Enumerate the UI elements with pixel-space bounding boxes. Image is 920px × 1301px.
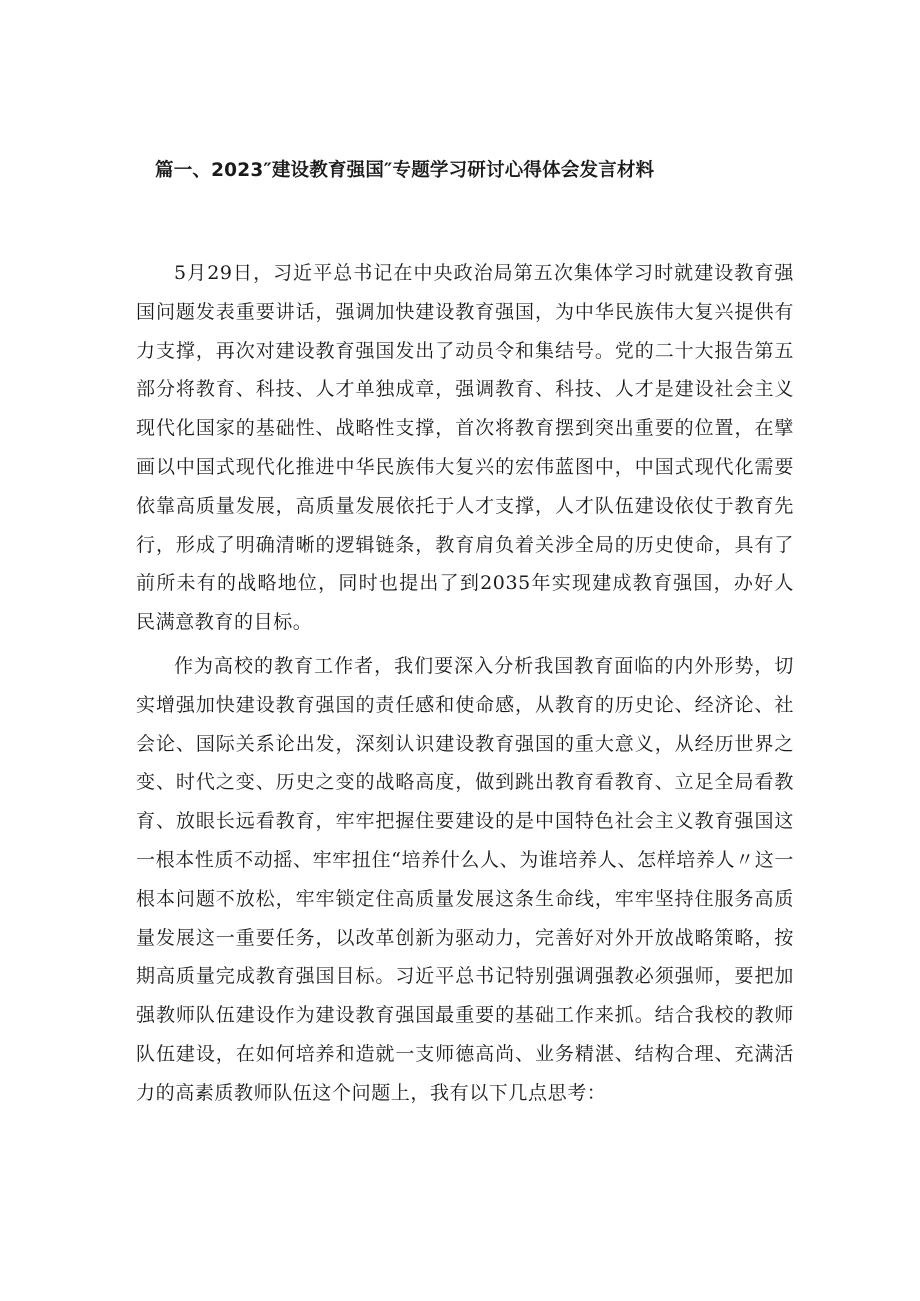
paragraph-1: 5月29日，习近平总书记在中央政治局第五次集体学习时就建设教育强国问题发表重要讲话，强调加快建设教育强国，为中华民族伟大复兴提供有力支撑，再次对建设教育强国发出了动员令和集结号。党的二十大报告第五部分将教育、科技、人才单独成章，强调教育、科技、人才是建设社会主义现代化国家的基础性、战略性支撑，首次将教育摆到突出重要的位置，在擘画以中国式现代化推进中华民族伟大复兴的宏伟蓝图中，中国式现代化需要依靠高质量发展，高质量发展依托于人才支撑，人才队伍建设依仗于教育先行，形成了明确清晰的逻辑链条，教育肩负着关涉全局的历史使命，具有了前所未有的战略地位，同时也提出了到2035年实现建成教育强国，办好人民满意教育的目标。 bbox=[136, 262, 794, 634]
paragraph-2: 作为高校的教育工作者，我们要深入分析我国教育面临的内外形势，切实增强加快建设教育强国的责任感和使命感，从教育的历史论、经济论、社会论、国际关系论出发，深刻认识建设教育强国的重大意义，从经历世界之变、时代之变、历史之变的战略高度，做到跳出教育看教育、立足全局看教育、放眼长远看教育，牢牢把握住要建设的是中国特色社会主义教育强国这一根本性质不动摇、牢牢扭住“培养什么人、为谁培养人、怎样培养人〃这一根本问题不放松，牢牢锁定住高质量发展这条生命线，牢牢坚持住服务高质量发展这一重要任务，以改革创新为驱动力，完善好对外开放战略策略，按期高质量完成教育强国目标。习近平总书记特别强调强教必须强师，要把加强教师队伍建设作为建设教育强国最重要的基础工作来抓。结合我校的教师队伍建设，在如何培养和造就一支师德高尚、业务精湛、结构合理、充满活力的高素质教师队伍这个问题上，我有以下几点思考： bbox=[136, 654, 794, 1104]
document-title: 篇一、2023″建设教育强国″专题学习研讨心得体会发言材料 bbox=[155, 160, 655, 181]
document-body bbox=[136, 254, 794, 1118]
